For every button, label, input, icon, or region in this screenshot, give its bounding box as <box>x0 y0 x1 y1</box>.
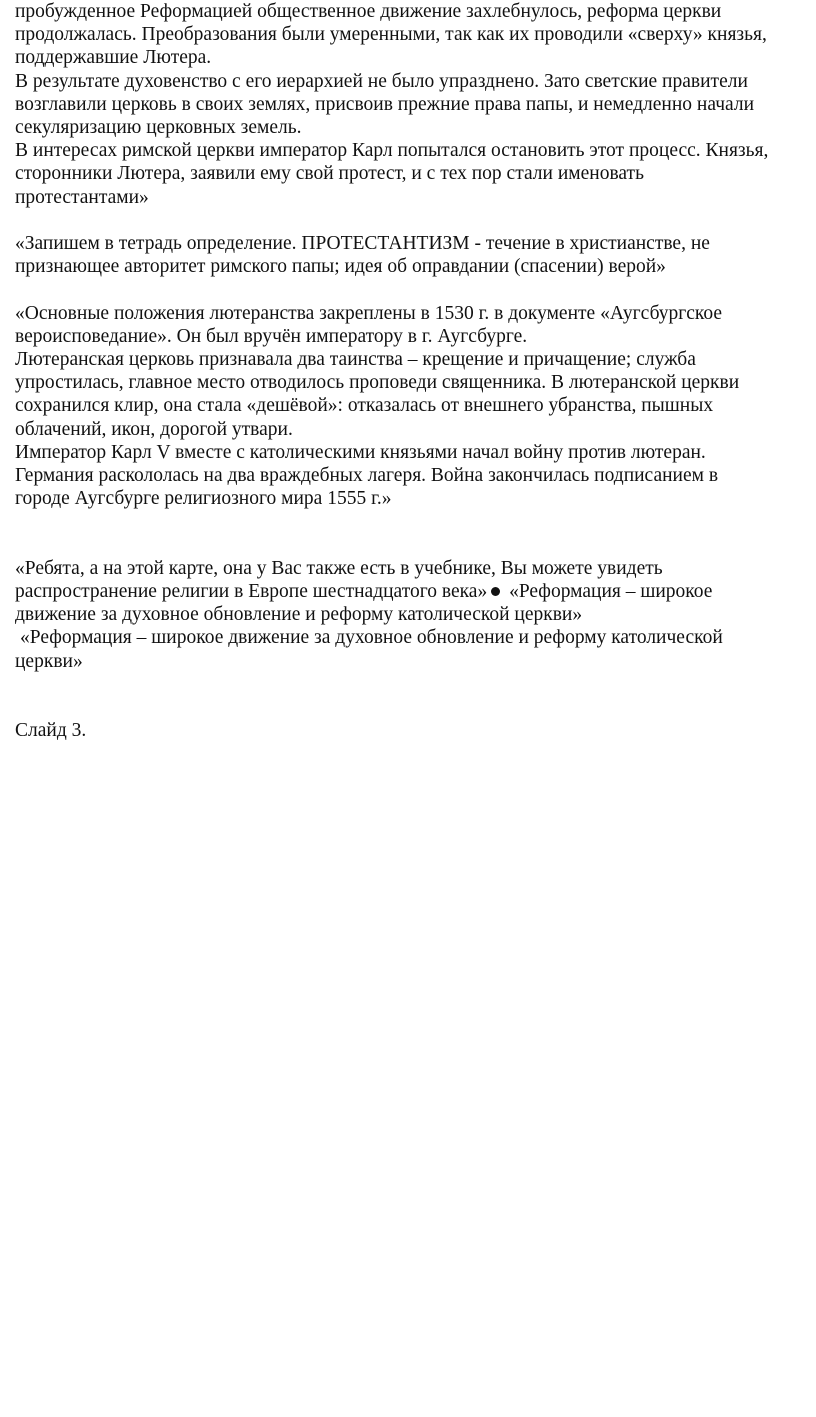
text-line: «Запишем в тетрадь определение. ПРОТЕСТАНТИЗМ - течение в христианстве, не <box>15 233 710 255</box>
text-line: «Основные положения лютеранства закреплены в 1530 г. в документе «Аугсбургское <box>15 302 723 324</box>
text-line: возглавили церковь в своих землях, присвоив прежние права папы, и немедленно начали <box>15 93 755 115</box>
text-line: признающее авторитет римского папы; идея об оправдании (спасении) верой» <box>15 256 666 278</box>
text-segment: распространение религии в Европе шестнадцатого века» <box>15 581 488 603</box>
text-line: церкви» <box>15 650 83 672</box>
slide-label: Слайд 3. <box>15 720 87 742</box>
blank-line <box>15 534 805 557</box>
text-line: упростилась, главное место отводилось проповеди священника. В лютеранской церкви <box>15 372 740 394</box>
paragraph-lutheranism <box>15 302 805 511</box>
text-line <box>15 580 805 603</box>
text-line: Лютеранская церковь признавала два таинства – крещение и причащение; служба <box>15 349 696 371</box>
text-segment: «Реформация – широкое <box>504 581 713 603</box>
text-line: сохранился клир, она стала «дешёвой»: отказалась от внешнего убранства, пышных <box>15 395 714 417</box>
text-line: «Ребята, а на этой карте, она у Вас также есть в учебнике, Вы можете увидеть <box>15 557 663 579</box>
text-line: секуляризацию церковных земель. <box>15 117 302 139</box>
text-line: вероисповедание». Он был вручён императору в г. Аугсбурге. <box>15 325 528 347</box>
blank-line <box>15 673 805 696</box>
blank-line <box>15 696 805 719</box>
text-line: сторонники Лютера, заявили ему свой протест, и с тех пор стали именовать <box>15 163 644 185</box>
text-line: городе Аугсбурге религиозного мира 1555 г.» <box>15 488 392 510</box>
text-line: пробужденное Реформацией общественное движение захлебнулось, реформа церкви <box>15 1 722 22</box>
paragraph-map-reformation <box>15 557 805 673</box>
document-page <box>15 0 805 742</box>
blank-line <box>15 209 805 232</box>
paragraph-reformation-princes <box>15 0 805 209</box>
text-line: движение за духовное обновление и реформу католической церкви» <box>15 604 583 626</box>
bullet-icon <box>491 587 500 596</box>
blank-line <box>15 510 805 533</box>
blank-line <box>15 278 805 301</box>
text-line: облачений, икон, дорогой утвари. <box>15 418 293 440</box>
paragraph-protestantism-definition <box>15 232 805 278</box>
text-line: В интересах римской церкви император Карл попытался остановить этот процесс. Князья, <box>15 140 769 162</box>
text-line: поддержавшие Лютера. <box>15 47 212 69</box>
text-line: продолжалась. Преобразования были умеренными, так как их проводили «сверху» князья, <box>15 24 767 46</box>
text-line: Император Карл V вместе с католическими князьями начал войну против лютеран. <box>15 441 706 463</box>
text-line: протестантами» <box>15 186 149 208</box>
text-line: В результате духовенство с его иерархией не было упразднено. Зато светские правители <box>15 70 748 92</box>
text-line: Германия раскололась на два враждебных лагеря. Война закончилась подписанием в <box>15 465 719 487</box>
text-line: «Реформация – широкое движение за духовное обновление и реформу католической <box>20 627 723 649</box>
